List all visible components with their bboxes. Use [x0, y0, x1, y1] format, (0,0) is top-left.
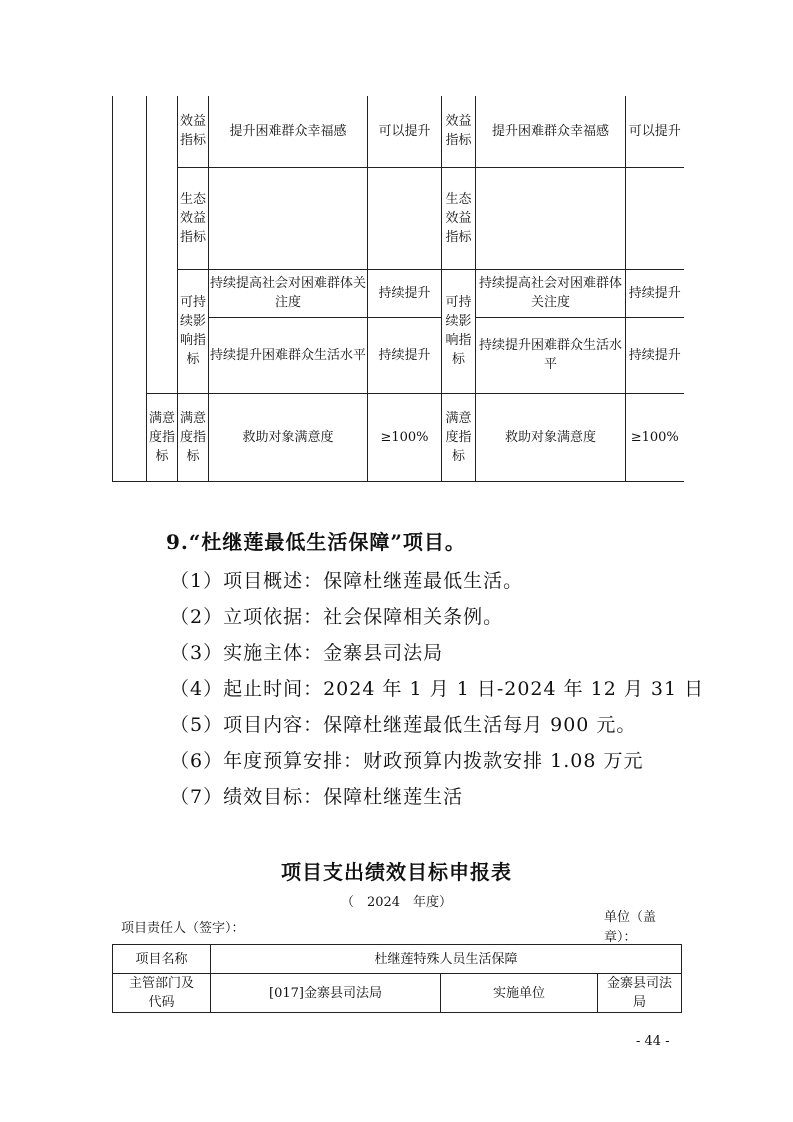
project-name-value: 杜继莲特殊人员生活保障 — [211, 945, 682, 974]
first-level-indicator-cell — [113, 96, 147, 481]
form-title: 项目支出绩效目标申报表 — [281, 860, 512, 884]
indicator-type: 效益指标 — [442, 96, 476, 167]
indicator-content: 救助对象满意度 — [209, 393, 368, 481]
indicator-value — [368, 167, 442, 269]
performance-goal: （7）绩效目标：保障杜继莲生活 — [170, 786, 464, 808]
indicator-value: 持续提升 — [368, 317, 442, 393]
indicator-value: 持续提升 — [368, 269, 442, 317]
project-content: （5）项目内容：保障杜继莲最低生活每月 900 元。 — [170, 714, 637, 736]
indicator-type: 满意度指标 — [442, 393, 476, 481]
implementing-body: （3）实施主体：金寨县司法局 — [170, 642, 444, 664]
unit-seal-label: 单位（盖章）： — [604, 910, 657, 945]
department-value: [017]金寨县司法局 — [211, 974, 441, 1013]
indicator-value — [626, 167, 684, 269]
indicator-value: 可以提升 — [626, 96, 684, 167]
project-name-label: 项目名称 — [113, 945, 211, 974]
indicator-content — [476, 167, 626, 269]
indicator-value: ≥100% — [368, 393, 442, 481]
indicator-value: ≥100% — [626, 393, 684, 481]
indicator-type: 效益指标 — [178, 96, 209, 167]
second-level-indicator-cell — [147, 96, 178, 393]
indicator-category: 满意度指标 — [147, 393, 178, 481]
indicator-content: 持续提升困难群众生活水平 — [209, 317, 368, 393]
indicator-content: 救助对象满意度 — [476, 393, 626, 481]
implementing-unit-value: 金寨县司法局 — [598, 974, 682, 1013]
indicator-type: 满意度指标 — [178, 393, 209, 481]
indicator-value: 持续提升 — [626, 269, 684, 317]
section-heading: 9.“杜继莲最低生活保障”项目。 — [166, 530, 466, 554]
indicator-content: 持续提高社会对困难群体关注度 — [476, 269, 626, 317]
indicator-content: 提升困难群众幸福感 — [476, 96, 626, 167]
indicator-value: 持续提升 — [626, 317, 684, 393]
project-overview: （1）项目概述：保障杜继莲最低生活。 — [170, 570, 524, 592]
indicator-type: 可持续影响指标 — [178, 269, 209, 393]
page-number: - 44 - — [636, 1034, 670, 1049]
indicator-value: 可以提升 — [368, 96, 442, 167]
indicator-content — [209, 167, 368, 269]
responsible-person-label: 项目责任人（签字）： — [121, 921, 245, 936]
implementing-unit-label: 实施单位 — [441, 974, 598, 1013]
project-period: （4）起止时间：2024 年 1 月 1 日-2024 年 12 月 31 日 — [170, 678, 705, 700]
project-declaration-table — [112, 944, 682, 1013]
indicator-type: 可持续影响指标 — [442, 269, 476, 393]
indicator-content: 持续提高社会对困难群体关注度 — [209, 269, 368, 317]
performance-indicator-table — [112, 96, 684, 482]
indicator-content: 提升困难群众幸福感 — [209, 96, 368, 167]
form-year: （ 2024 年度） — [340, 895, 453, 910]
indicator-content: 持续提升困难群众生活水平 — [476, 317, 626, 393]
annual-budget: （6）年度预算安排：财政预算内拨款安排 1.08 万元 — [170, 750, 644, 772]
indicator-type: 生态效益指标 — [178, 167, 209, 269]
indicator-type: 生态效益指标 — [442, 167, 476, 269]
project-basis: （2）立项依据：社会保障相关条例。 — [170, 606, 504, 628]
department-label: 主管部门及代码 — [113, 974, 211, 1013]
